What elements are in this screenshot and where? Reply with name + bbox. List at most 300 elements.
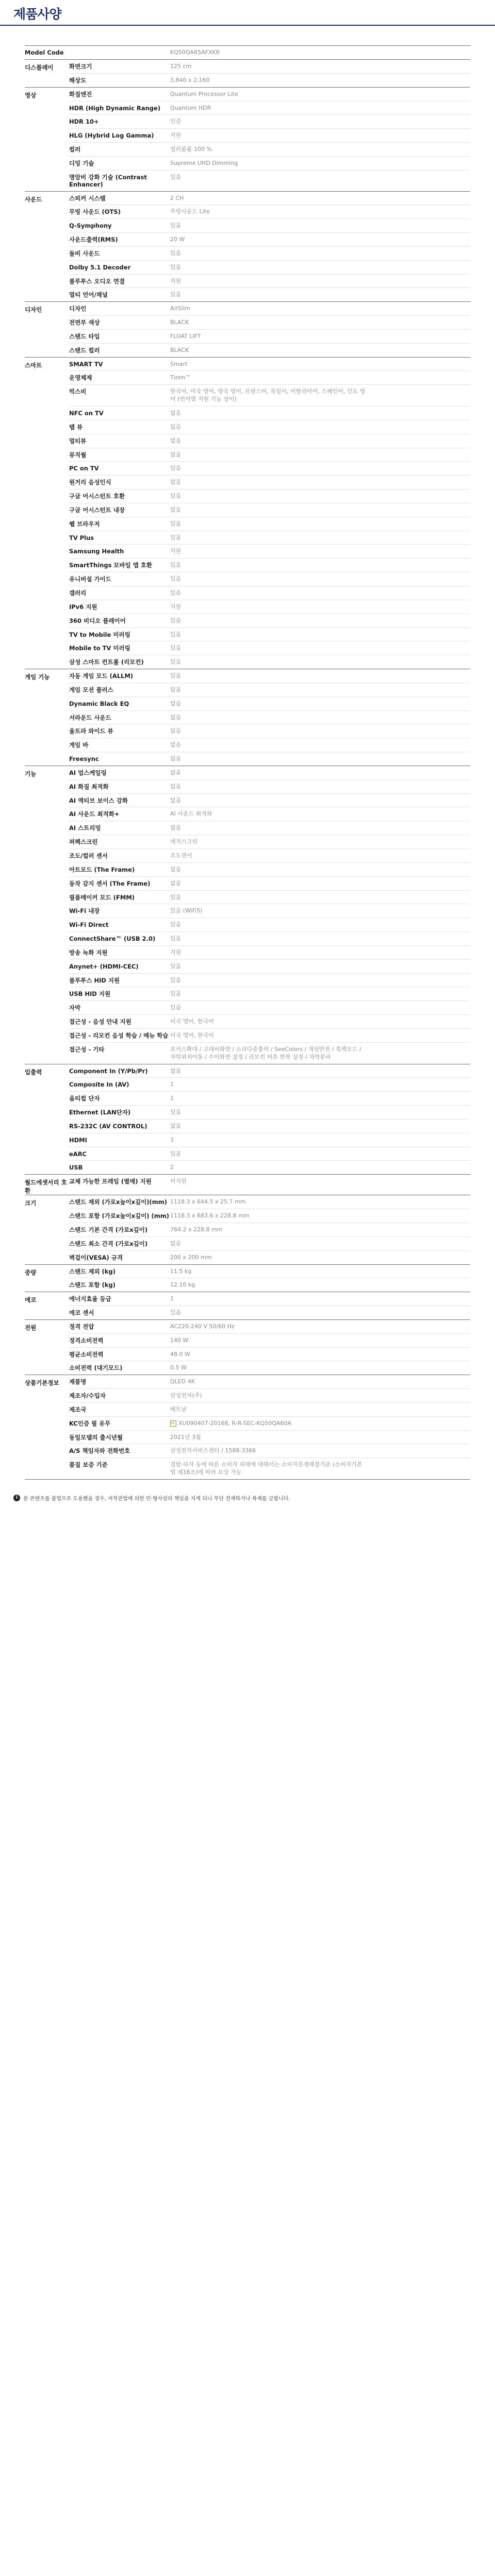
spec-label: ConnectShare™ (USB 2.0) <box>69 935 156 943</box>
spec-value: 있음 <box>170 222 182 229</box>
spec-value: 있음 (WiFi5) <box>170 907 203 914</box>
spec-label: 제조국 <box>69 1405 87 1413</box>
spec-row <box>69 793 470 807</box>
spec-row <box>69 710 470 724</box>
page-title: 제품사양 <box>13 7 61 22</box>
spec-row <box>69 724 470 738</box>
spec-value: 12.10 kg <box>170 1281 195 1289</box>
spec-category: 영상 <box>25 91 37 99</box>
spec-value: 미국 영어, 한국어 <box>170 1031 214 1039</box>
spec-value: AirSlim <box>170 305 190 312</box>
spec-value: 있음 <box>170 291 182 298</box>
spec-value: 있음 <box>170 990 182 997</box>
spec-value: 있음 <box>170 465 182 472</box>
spec-label: USB <box>69 1164 83 1172</box>
spec-value: 조도센서 <box>170 852 192 859</box>
spec-category: 게임 기능 <box>25 673 50 681</box>
spec-row <box>69 945 470 959</box>
spec-value: 있음 <box>170 1150 182 1157</box>
spec-row <box>69 1042 470 1064</box>
spec-row <box>69 1388 470 1402</box>
spec-row <box>69 669 470 683</box>
spec-label: 게임 바 <box>69 741 89 749</box>
spec-value: 지원 <box>170 277 182 284</box>
spec-category: 스마트 <box>25 361 42 369</box>
spec-label: 울트라 와이드 뷰 <box>69 727 113 735</box>
spec-label: Composite In (AV) <box>69 1081 129 1089</box>
spec-label: Anynet+ (HDMI-CEC) <box>69 962 139 970</box>
spec-value: 있음 <box>170 520 182 527</box>
title-divider <box>0 25 495 26</box>
spec-value: KQ50QA65AFXKR <box>170 49 220 56</box>
spec-value: 있음 <box>170 493 182 500</box>
spec-label: Dolby 5.1 Decoder <box>69 263 131 271</box>
spec-value: 미국 영어, 한국어 <box>170 1018 214 1025</box>
spec-row <box>69 128 470 142</box>
spec-value: 없음 <box>170 1067 182 1074</box>
spec-row <box>69 1195 470 1209</box>
spec-label: 웹 브라우저 <box>69 520 100 528</box>
spec-row <box>69 1175 470 1188</box>
spec-row <box>69 835 470 849</box>
copyright-text: 본 콘텐츠를 불법으로 도용했을 경우, 저작권법에 의한 민·형사상의 책임을 지게 되니 무단 전재하거나 복제를 금합니다. <box>23 1496 290 1502</box>
spec-row <box>69 1028 470 1042</box>
spec-label: 구글 어시스턴트 내장 <box>69 506 125 514</box>
spec-category: 기능 <box>25 770 37 777</box>
spec-row <box>69 358 470 371</box>
spec-value: 없음 <box>170 714 182 721</box>
copyright-note <box>13 1494 495 1502</box>
spec-label: 교체 가능한 프레임 (별매) 지원 <box>69 1178 152 1185</box>
spec-value: Smart <box>170 360 188 367</box>
spec-row <box>69 1416 470 1430</box>
spec-value: 있음 <box>170 1109 182 1116</box>
spec-label: 구글 어시스턴트 호환 <box>69 493 125 500</box>
spec-category: 전원 <box>25 1324 37 1331</box>
spec-label: 에코 센서 <box>69 1309 94 1317</box>
spec-value: 없음 <box>170 437 182 444</box>
spec-label: 제조자/수입자 <box>69 1392 106 1400</box>
spec-row <box>69 1236 470 1250</box>
spec-value: BLACK <box>170 319 189 326</box>
spec-value: 지원 <box>170 948 182 956</box>
spec-row <box>69 821 470 835</box>
spec-value: 125 cm <box>170 63 192 70</box>
spec-label: 정격소비전력 <box>69 1336 104 1344</box>
spec-value: 컬러볼륨 100 % <box>170 146 212 153</box>
spec-row <box>69 1147 470 1161</box>
spec-row <box>69 683 470 697</box>
spec-section <box>25 766 470 1064</box>
spec-label: HDR 10+ <box>69 118 99 126</box>
spec-label: Samsung Health <box>69 548 124 555</box>
spec-label: KC인증 필 유무 <box>69 1419 111 1427</box>
spec-row <box>69 156 470 170</box>
spec-row <box>69 489 470 503</box>
spec-value: 2021년 3월 <box>170 1433 201 1440</box>
spec-category: 디자인 <box>25 306 42 314</box>
spec-label: 빅스비 <box>69 388 87 396</box>
spec-row <box>69 918 470 931</box>
spec-value: 지원 <box>170 132 182 139</box>
spec-label: Q-Symphony <box>69 222 112 230</box>
spec-label: 에너지효율 등급 <box>69 1295 111 1303</box>
spec-label: 스탠드 타입 <box>69 332 100 340</box>
spec-value: 11.5 kg <box>170 1267 192 1275</box>
spec-label: 접근성 - 기타 <box>69 1045 105 1053</box>
spec-label: 품질 보증 기준 <box>69 1461 108 1469</box>
spec-value: 있음 <box>170 672 182 680</box>
spec-value: 1118.3 x 644.5 x 25.7 mm <box>170 1198 246 1206</box>
spec-row <box>69 890 470 904</box>
spec-row <box>69 1278 470 1292</box>
spec-value: 있음 <box>170 658 182 666</box>
spec-label: 디밍 기술 <box>69 159 94 167</box>
spec-value: 없음 <box>170 686 182 693</box>
spec-value: AI 사운드 최적화 <box>170 810 212 818</box>
spec-row <box>69 114 470 128</box>
spec-value: 미지원 <box>170 1178 187 1185</box>
spec-row <box>69 1091 470 1105</box>
spec-value: Supreme UHD Dimming <box>170 159 238 166</box>
spec-value: 없음 <box>170 423 182 430</box>
spec-label: TV Plus <box>69 534 94 541</box>
spec-value: 있음 <box>170 249 182 257</box>
spec-label: 디자인 <box>69 305 87 313</box>
spec-row <box>69 205 470 218</box>
spec-row <box>69 655 470 669</box>
spec-value: 지원 <box>170 548 182 555</box>
spec-row <box>69 1250 470 1264</box>
spec-category: 입출력 <box>25 1068 42 1076</box>
spec-value: 없음 <box>170 879 182 887</box>
spec-section <box>25 1292 470 1319</box>
spec-row <box>69 1133 470 1147</box>
spec-value: AC220-240 V 50/60 Hz <box>170 1323 235 1330</box>
spec-category: 에코 <box>25 1296 37 1304</box>
spec-row <box>69 461 470 475</box>
spec-row <box>69 517 470 531</box>
spec-value: QLED 4K <box>170 1378 195 1385</box>
spec-value: Tizen™ <box>170 374 191 381</box>
spec-label: Dynamic Black EQ <box>69 700 129 707</box>
spec-row <box>69 641 470 655</box>
spec-value: 없음 <box>170 1122 182 1129</box>
spec-value: 있음 <box>170 935 182 942</box>
spec-row <box>69 73 470 87</box>
spec-value: 1118.3 x 683.6 x 228.8 mm <box>170 1212 250 1219</box>
spec-label: 조도/컬러 센서 <box>69 852 108 859</box>
spec-row <box>69 876 470 890</box>
spec-row <box>69 1361 470 1375</box>
spec-label: HLG (Hybrid Log Gamma) <box>69 132 154 140</box>
spec-row <box>69 531 470 545</box>
spec-row <box>69 475 470 489</box>
spec-label: 명암비 강화 기술 (Contrast Enhancer) <box>69 173 147 189</box>
spec-value: 1 <box>170 1095 174 1102</box>
spec-label: Freesync <box>69 755 99 763</box>
spec-label: 제품명 <box>69 1378 87 1386</box>
spec-value: 없음 <box>170 769 182 776</box>
spec-section-model <box>25 45 470 59</box>
info-icon: i <box>13 1495 20 1501</box>
spec-section <box>25 191 470 302</box>
spec-value: 포커스확대 / 고대비화면 / 소리다중출력 / SeeColors / 색상반전 / 흑백모드 / 자막위치이동 / 수어화면 설정 / 리모컨 버튼 반복 설정 / 자막분리 <box>170 1045 361 1060</box>
spec-row <box>69 1333 470 1347</box>
spec-value: BLACK <box>170 346 189 353</box>
spec-label: 스탠드 기본 간격 (가로x깊이) <box>69 1226 148 1233</box>
spec-value: 지원 <box>170 603 182 610</box>
spec-row <box>69 60 470 73</box>
spec-value: 베트남 <box>170 1405 187 1413</box>
spec-section <box>25 1064 470 1175</box>
spec-row <box>69 315 470 329</box>
spec-value: 없음 <box>170 866 182 873</box>
spec-value: 있음 <box>170 617 182 624</box>
spec-section <box>25 1319 470 1375</box>
spec-row <box>69 370 470 384</box>
spec-category: 사운드 <box>25 195 42 203</box>
spec-label: 화면크기 <box>69 63 92 70</box>
spec-row <box>69 1209 470 1223</box>
spec-value: 3,840 x 2,160 <box>170 76 210 83</box>
spec-value: 48.0 W <box>170 1350 190 1358</box>
spec-row <box>69 1119 470 1133</box>
spec-row <box>69 1265 470 1278</box>
spec-value: 3 <box>170 1136 174 1143</box>
spec-label: 화질엔진 <box>69 90 92 98</box>
spec-label: 돌비 사운드 <box>69 249 100 257</box>
spec-value: 삼성전자(주) <box>170 1392 202 1399</box>
spec-category: 디스플레이 <box>25 64 54 71</box>
spec-row <box>69 329 470 343</box>
spec-label: 정격 전압 <box>69 1323 94 1330</box>
spec-label: 방송 녹화 지원 <box>69 948 108 956</box>
spec-label: 사운드출력(RMS) <box>69 236 118 244</box>
spec-value: 있음 <box>170 1309 182 1316</box>
spec-label: 삼성 스마트 컨트롤 (리모컨) <box>69 658 144 666</box>
spec-value: 있음 <box>170 1004 182 1011</box>
spec-section <box>25 357 470 669</box>
spec-section <box>25 669 470 766</box>
spec-row <box>69 544 470 558</box>
spec-value: 없음 <box>170 410 182 416</box>
spec-label: Wi-Fi Direct <box>69 921 109 929</box>
spec-section <box>25 301 470 357</box>
spec-label: SmartThings 모바일 앱 호환 <box>69 562 153 569</box>
spec-row <box>69 931 470 945</box>
spec-label: 접근성 - 리모컨 음성 학습 / 메뉴 학습 <box>69 1031 169 1039</box>
spec-label: 자동 게임 모드 (ALLM) <box>69 672 134 680</box>
spec-section <box>25 1195 470 1264</box>
spec-row <box>69 503 470 517</box>
spec-row <box>69 807 470 821</box>
spec-row <box>69 586 470 600</box>
spec-label: Component In (Y/Pb/Pr) <box>69 1067 148 1075</box>
spec-category: 중량 <box>25 1268 37 1276</box>
spec-label: 블루투스 오디오 연결 <box>69 277 125 285</box>
spec-section <box>25 59 470 87</box>
spec-label: 퍼펙스크린 <box>69 838 98 846</box>
spec-value: 없음 <box>170 451 182 458</box>
spec-label: 전면부 색상 <box>69 319 100 327</box>
spec-value: 있음 <box>170 921 182 928</box>
spec-value: 있음 <box>170 589 182 596</box>
spec-row <box>69 697 470 710</box>
spec-label: 소비전력 (대기모드) <box>69 1364 123 1372</box>
spec-label: HDMI <box>69 1136 87 1144</box>
spec-label: A/S 책임자와 전화번호 <box>69 1447 130 1455</box>
spec-row <box>69 1064 470 1078</box>
spec-row <box>69 142 470 156</box>
spec-row <box>69 862 470 876</box>
spec-value: 없음 <box>170 700 182 707</box>
spec-row <box>69 628 470 641</box>
spec-row <box>69 287 470 301</box>
spec-value: 2 CH <box>170 194 184 201</box>
spec-row <box>69 1160 470 1174</box>
spec-row <box>69 406 470 420</box>
spec-row <box>69 1105 470 1119</box>
spec-value: Quantum Processor Lite <box>170 90 238 97</box>
spec-label: 스피커 시스템 <box>69 194 106 202</box>
spec-value: 있음 <box>170 631 182 638</box>
spec-label: 탭 뷰 <box>69 423 83 431</box>
spec-row <box>69 260 470 274</box>
spec-row <box>69 1347 470 1361</box>
spec-label: 스탠드 제외 (가로x높이x깊이)(mm) <box>69 1198 168 1206</box>
spec-row <box>69 959 470 973</box>
spec-label: 스탠드 포함 (가로x높이x깊이) (mm) <box>69 1212 170 1220</box>
spec-label: 자막 <box>69 1004 81 1012</box>
spec-row <box>69 384 470 406</box>
spec-label: 동일모델의 출시년월 <box>69 1433 123 1441</box>
spec-row <box>69 572 470 586</box>
spec-category: 상품기본정보 <box>25 1379 59 1387</box>
spec-value: 있음 <box>170 534 182 541</box>
spec-value: 1 <box>170 1295 174 1302</box>
spec-label: 게임 모션 플러스 <box>69 686 113 693</box>
spec-value: 0.5 W <box>170 1364 187 1371</box>
spec-label: 옵티컬 단자 <box>69 1095 100 1103</box>
spec-value: 있음 <box>170 645 182 652</box>
spec-label: 평균소비전력 <box>69 1350 104 1358</box>
spec-value: 없음 <box>170 727 182 735</box>
spec-value: FLOAT LIFT <box>170 332 201 340</box>
spec-label: SMART TV <box>69 360 103 368</box>
spec-label: 스탠드 최소 간격 (가로x깊이) <box>69 1240 148 1247</box>
spec-row <box>69 614 470 628</box>
spec-row <box>69 1292 470 1306</box>
spec-value: 200 x 200 mm <box>170 1253 212 1261</box>
spec-value: 있음 <box>170 173 182 180</box>
spec-row <box>69 1430 470 1444</box>
spec-row <box>69 232 470 246</box>
spec-label: 스탠드 포함 (kg) <box>69 1281 116 1289</box>
spec-row <box>69 1402 470 1416</box>
spec-label: eARC <box>69 1150 87 1158</box>
spec-label: 멀티뷰 <box>69 437 87 445</box>
spec-row <box>69 274 470 288</box>
kc-mark-icon: KC <box>170 1420 176 1427</box>
spec-row <box>69 218 470 232</box>
spec-label: AI 사운드 최적화+ <box>69 810 120 818</box>
spec-value: 결함·하자 등에 따른 소비자 피해에 대해서는 소비자분쟁해결기준 (소비자기본법 제16조)에 따라 보상 가능 <box>170 1461 362 1476</box>
spec-value: 무빙사운드 Lite <box>170 208 210 215</box>
spec-value: 없음 <box>170 755 182 762</box>
spec-row <box>69 343 470 357</box>
spec-label: PC on TV <box>69 465 99 472</box>
spec-row <box>69 101 470 115</box>
spec-label: 접근성 - 음성 안내 지원 <box>69 1018 131 1026</box>
spec-section <box>25 1174 470 1195</box>
spec-row <box>69 88 470 101</box>
spec-label: 갤러리 <box>69 589 87 597</box>
spec-value: 764.2 x 228.8 mm <box>170 1226 223 1233</box>
spec-value <box>170 1417 470 1430</box>
spec-row <box>69 1014 470 1028</box>
spec-row <box>69 1223 470 1236</box>
spec-label: 멀티 언어/채널 <box>69 291 108 299</box>
spec-label: Mobile to TV 미러링 <box>69 645 130 652</box>
spec-value: 없음 <box>170 506 182 513</box>
spec-row <box>69 1444 470 1458</box>
spec-value: 140 W <box>170 1336 189 1344</box>
spec-row <box>69 558 470 572</box>
spec-value: 매직스크린 <box>170 838 198 845</box>
spec-label: Wi-Fi 내장 <box>69 907 100 915</box>
spec-row-model-code <box>25 46 470 59</box>
spec-label: 운영체제 <box>69 374 92 382</box>
spec-row <box>69 246 470 260</box>
spec-label: 스탠드 제외 (kg) <box>69 1267 116 1275</box>
spec-label: AI 액티브 보이스 강화 <box>69 796 128 804</box>
spec-row <box>69 1375 470 1388</box>
spec-label: 필름메이커 모드 (FMM) <box>69 893 135 901</box>
spec-label: NFC on TV <box>69 410 104 417</box>
spec-value: 삼성전자서비스센터 / 1588-3366 <box>170 1447 256 1454</box>
page-header <box>0 0 495 22</box>
spec-row <box>69 1320 470 1333</box>
spec-row <box>69 766 470 779</box>
spec-row <box>69 779 470 793</box>
spec-label: AI 스트리밍 <box>69 824 101 832</box>
spec-value: 있음 <box>170 562 182 569</box>
spec-value: 있음 <box>170 962 182 970</box>
spec-row <box>69 752 470 766</box>
spec-row <box>69 170 470 191</box>
spec-value: 20 W <box>170 236 185 243</box>
spec-label: 벽걸이(VESA) 규격 <box>69 1253 123 1261</box>
spec-row <box>69 738 470 752</box>
spec-row <box>69 1001 470 1014</box>
spec-label: 뮤직월 <box>69 451 87 459</box>
spec-section <box>25 87 470 191</box>
spec-value: 있음 <box>170 575 182 583</box>
kc-number: XU090407-20168, R-R-SEC-KQ50QA60A <box>178 1419 292 1427</box>
spec-label: TV to Mobile 미러링 <box>69 631 130 638</box>
spec-label: 원거리 음성인식 <box>69 479 111 486</box>
spec-label: 컬러 <box>69 146 81 154</box>
spec-value: 없음 <box>170 824 182 832</box>
spec-label: 스탠드 컬러 <box>69 346 100 354</box>
spec-value: 1 <box>170 1081 174 1088</box>
spec-label: 해상도 <box>69 76 87 84</box>
spec-label: AI 업스케일링 <box>69 769 107 776</box>
spec-label: Ethernet (LAN단자) <box>69 1109 131 1116</box>
spec-row <box>69 973 470 987</box>
spec-row <box>69 849 470 862</box>
